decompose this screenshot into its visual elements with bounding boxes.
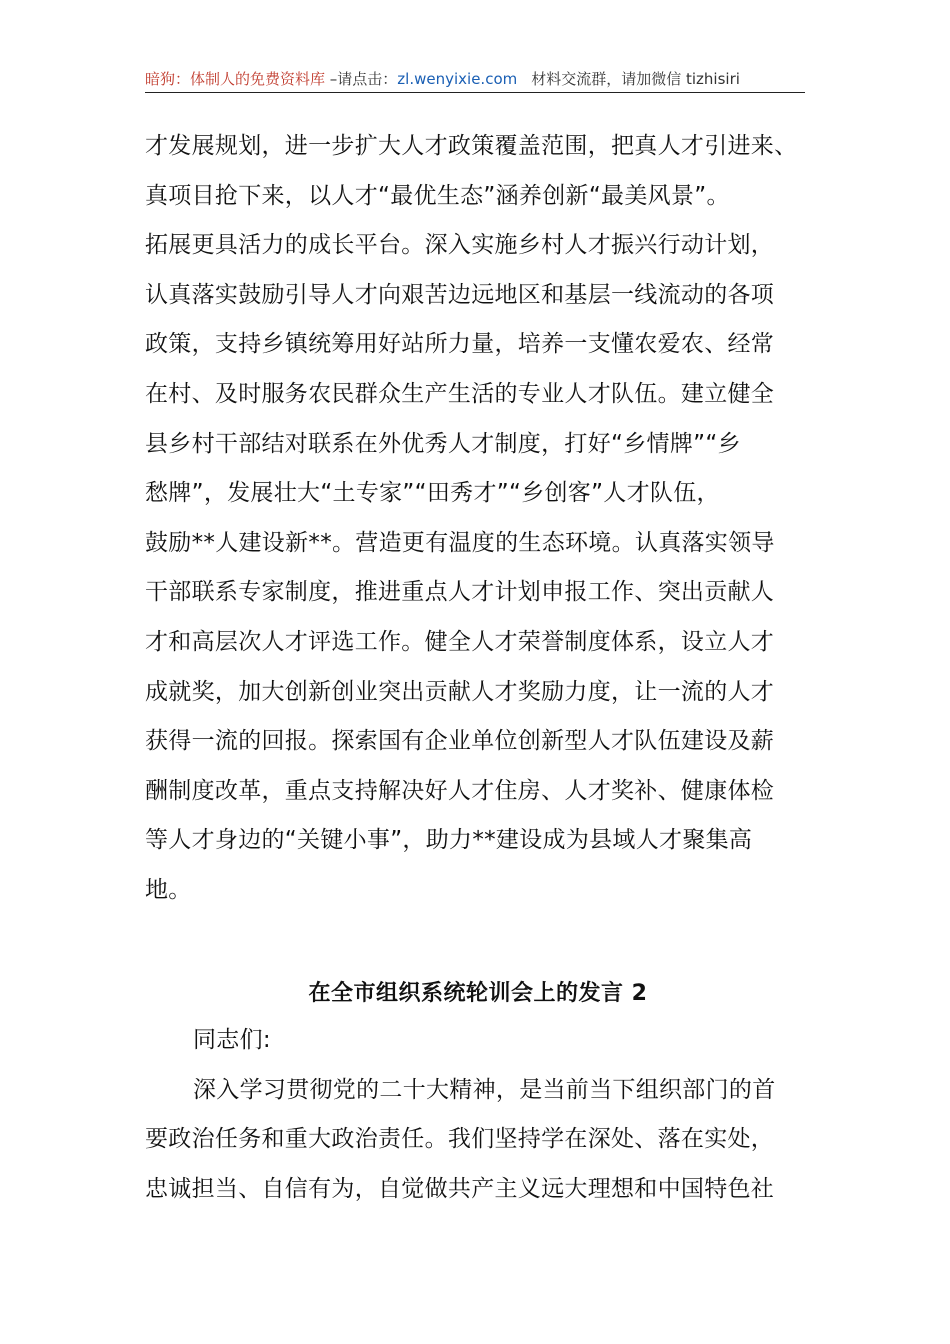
paragraph-line: 地。: [145, 876, 192, 903]
header-contact: 材料交流群，请加微信 tizhisiri: [531, 70, 740, 88]
section2-body: [145, 1016, 811, 1214]
paragraph-line: 深入学习贯彻党的二十大精神，是当前当下组织部门的首: [193, 1076, 776, 1103]
paragraph-line: 要政治任务和重大政治责任。我们坚持学在深处、落在实处，: [145, 1126, 775, 1153]
header-brand: 暗狗：体制人的免费资料库: [145, 70, 326, 88]
paragraph-line: 酬制度改革，重点支持解决好人才住房、人才奖补、健康体检: [145, 777, 775, 804]
paragraph-line: 才和高层次人才评选工作。健全人才荣誉制度体系，设立人才: [145, 628, 775, 655]
section1-body: [145, 122, 811, 916]
paragraph-line: 干部联系专家制度，推进重点人才计划申报工作、突出贡献人: [145, 579, 775, 606]
greeting-line: 同志们:: [193, 1027, 271, 1053]
section2-title: 在全市组织系统轮训会上的发言 2: [308, 981, 648, 1006]
page-header: [145, 66, 805, 93]
paragraph-line: 获得一流的回报。探索国有企业单位创新型人才队伍建设及薪: [145, 728, 775, 755]
paragraph-line: 在村、及时服务农民群众生产生活的专业人才队伍。建立健全: [145, 380, 775, 407]
paragraph-line: 认真落实鼓励引导人才向艰苦边远地区和基层一线流动的各项: [145, 281, 775, 308]
paragraph-line: 真项目抢下来，以人才“最优生态”涵养创新“最美风景”。: [145, 182, 730, 209]
paragraph-line: 政策，支持乡镇统筹用好站所力量，培养一支懂农爱农、经常: [145, 331, 775, 358]
header-prompt: –请点击：: [325, 70, 398, 88]
paragraph-line: 县乡村干部结对联系在外优秀人才制度，打好“乡情牌”“乡: [145, 430, 741, 457]
paragraph-line: 等人才身边的“关键小事”，助力**建设成为县域人才聚集高: [145, 827, 753, 854]
paragraph-line: 鼓励**人建设新**。营造更有温度的生态环境。认真落实领导: [145, 529, 775, 556]
paragraph-line: 才发展规划，进一步扩大人才政策覆盖范围，把真人才引进来、: [145, 133, 798, 159]
paragraph-line: 愁牌”，发展壮大“土专家”“田秀才”“乡创客”人才队伍，: [145, 480, 720, 507]
paragraph-line: 忠诚担当、自信有为，自觉做共产主义远大理想和中国特色社: [145, 1175, 775, 1202]
header-link[interactable]: zl.wenyixie.com: [397, 70, 518, 88]
paragraph-line: 成就奖，加大创新创业突出贡献人才奖励力度，让一流的人才: [145, 678, 775, 705]
paragraph-line: 拓展更具活力的成长平台。深入实施乡村人才振兴行动计划，: [145, 232, 775, 259]
